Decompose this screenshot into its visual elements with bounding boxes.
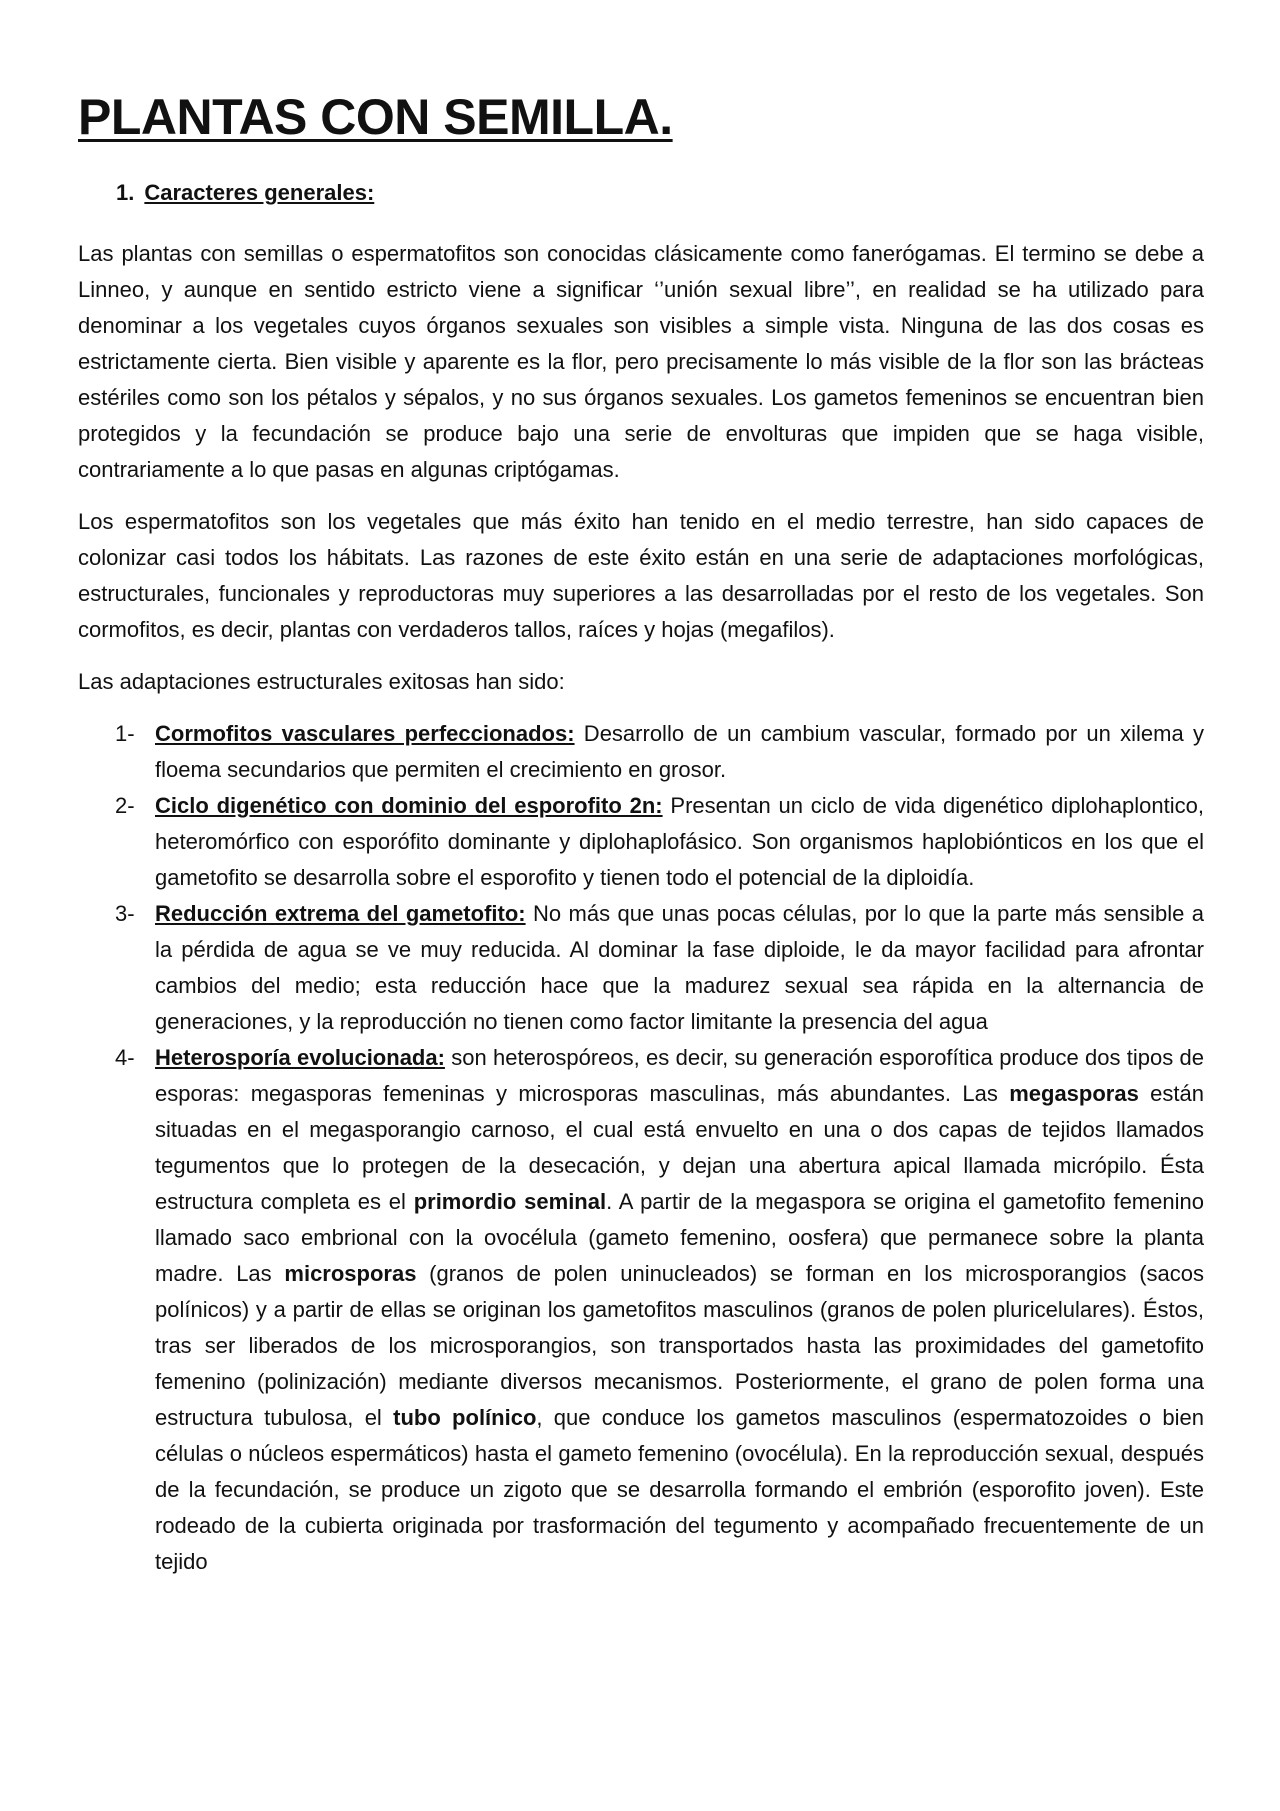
list-item-text: , que conduce los gametos masculinos (espermatozoides o bien células o núcleos espermáticos) hasta el gameto femenino (ovocélula). En la reproducción sexual, después de la fecundación, se produce un zigoto que se desarrolla formando el embrión (esporofito joven). Este rodeado de la cubierta originada por trasformación del tegumento y acompañado frecuentemente de un tejido bbox=[155, 1405, 1204, 1574]
list-number: 1- bbox=[115, 721, 135, 746]
list-item-text: son heterospóreos, es decir, su generación esporofítica produce dos tipos de esporas: megasporas femeninas y microsporas masculinas, más abundantes. Las bbox=[155, 1045, 1204, 1106]
list-number: 4- bbox=[115, 1045, 135, 1070]
list-number: 2- bbox=[115, 793, 135, 818]
paragraph-adaptations-lead: Las adaptaciones estructurales exitosas han sido: bbox=[78, 669, 565, 694]
list-item-text: No más que unas pocas células, por lo que la parte más sensible a la pérdida de agua se ve muy reducida. Al dominar la fase diploide, le da mayor facilidad para afrontar cambios del medio; esta reducción hace que la madurez sexual sea rápida en la alternancia de generaciones, y la reproducción no tienen como factor limitante la presencia del agua bbox=[155, 901, 1204, 1034]
list-item-heading: Ciclo digenético con dominio del esporofito 2n: bbox=[155, 793, 663, 818]
bold-term-tubo-polinico: tubo polínico bbox=[393, 1405, 537, 1430]
list-item-heading: Cormofitos vasculares perfeccionados: bbox=[155, 721, 575, 746]
bold-term-primordio-seminal: primordio seminal bbox=[413, 1189, 607, 1214]
list-item-text: Presentan un ciclo de vida digenético diplohaplontico, heteromórfico con esporófito dominante y diplohaplofásico. Son organismos haplobiónticos en los que el gametofito se desarrolla sobre el esporofito y tienen todo el potencial de la diploidía. bbox=[155, 793, 1204, 890]
list-item-text: (granos de polen uninucleados) se forman en los microsporangios (sacos polínicos) y a partir de ellas se originan los gametofitos masculinos (granos de polen pluricelulares). Éstos, tras ser liberados de los microsporangios, son transportados hasta las proximidades del gametofito femenino (polinización) mediante diversos mecanismos. Posteriormente, el grano de polen forma una estructura tubulosa, el bbox=[155, 1261, 1205, 1430]
list-item-text: están situadas en el megasporangio carnoso, el cual está envuelto en una o dos capas de tejidos llamados tegumentos que lo protegen de la desecación, y dejan una abertura apical llamada micrópilo. Ésta estructura completa es el bbox=[155, 1081, 1204, 1214]
paragraph-success: Los espermatofitos son los vegetales que más éxito han tenido en el medio terrestre, han sido capaces de colonizar casi todos los hábitats. Las razones de este éxito están en una serie de adaptaciones morfológicas, estructurales, funcionales y reproductoras muy superiores a las desarrolladas por el resto de los vegetales. Son cormofitos, es decir, plantas con verdaderos tallos, raíces y hojas (megafilos). bbox=[78, 509, 1204, 642]
list-item-heading: Heterosporía evolucionada: bbox=[155, 1045, 445, 1070]
section-number: 1. bbox=[116, 180, 135, 205]
document-body bbox=[78, 236, 1204, 1580]
list-item-text: Desarrollo de un cambium vascular, formado por un xilema y floema secundarios que permiten el crecimiento en grosor. bbox=[155, 721, 1204, 782]
list-item bbox=[78, 788, 1204, 896]
list-item bbox=[78, 1040, 1204, 1580]
bold-term-megasporas: megasporas bbox=[1009, 1081, 1139, 1106]
page-title: PLANTAS CON SEMILLA. bbox=[78, 89, 673, 145]
section-title: Caracteres generales: bbox=[144, 180, 375, 205]
adaptations-list bbox=[78, 716, 1204, 1580]
list-item-text: . A partir de la megaspora se origina el gametofito femenino llamado saco embrional con la ovocélula (gameto femenino, oosfera) que permanece sobre la planta madre. Las bbox=[155, 1189, 1204, 1286]
bold-term-microsporas: microsporas bbox=[284, 1261, 417, 1286]
list-number: 3- bbox=[115, 901, 135, 926]
paragraph-intro: Las plantas con semillas o espermatofitos son conocidas clásicamente como fanerógamas. El termino se debe a Linneo, y aunque en sentido estricto viene a significar ‘’unión sexual libre’’, en realidad se ha utilizado para denominar a los vegetales cuyos órganos sexuales son visibles a simple vista. Ninguna de las dos cosas es estrictamente cierta. Bien visible y aparente es la flor, pero precisamente lo más visible de la flor son las brácteas estériles como son los pétalos y sépalos, y no sus órganos sexuales. Los gametos femeninos se encuentran bien protegidos y la fecundación se produce bajo una serie de envolturas que impiden que se haga visible, contrariamente a lo que pasas en algunas criptógamas. bbox=[78, 241, 1204, 482]
list-item-heading: Reducción extrema del gametofito: bbox=[155, 901, 526, 926]
list-item bbox=[78, 716, 1204, 788]
section-heading bbox=[116, 180, 374, 206]
list-item bbox=[78, 896, 1204, 1040]
